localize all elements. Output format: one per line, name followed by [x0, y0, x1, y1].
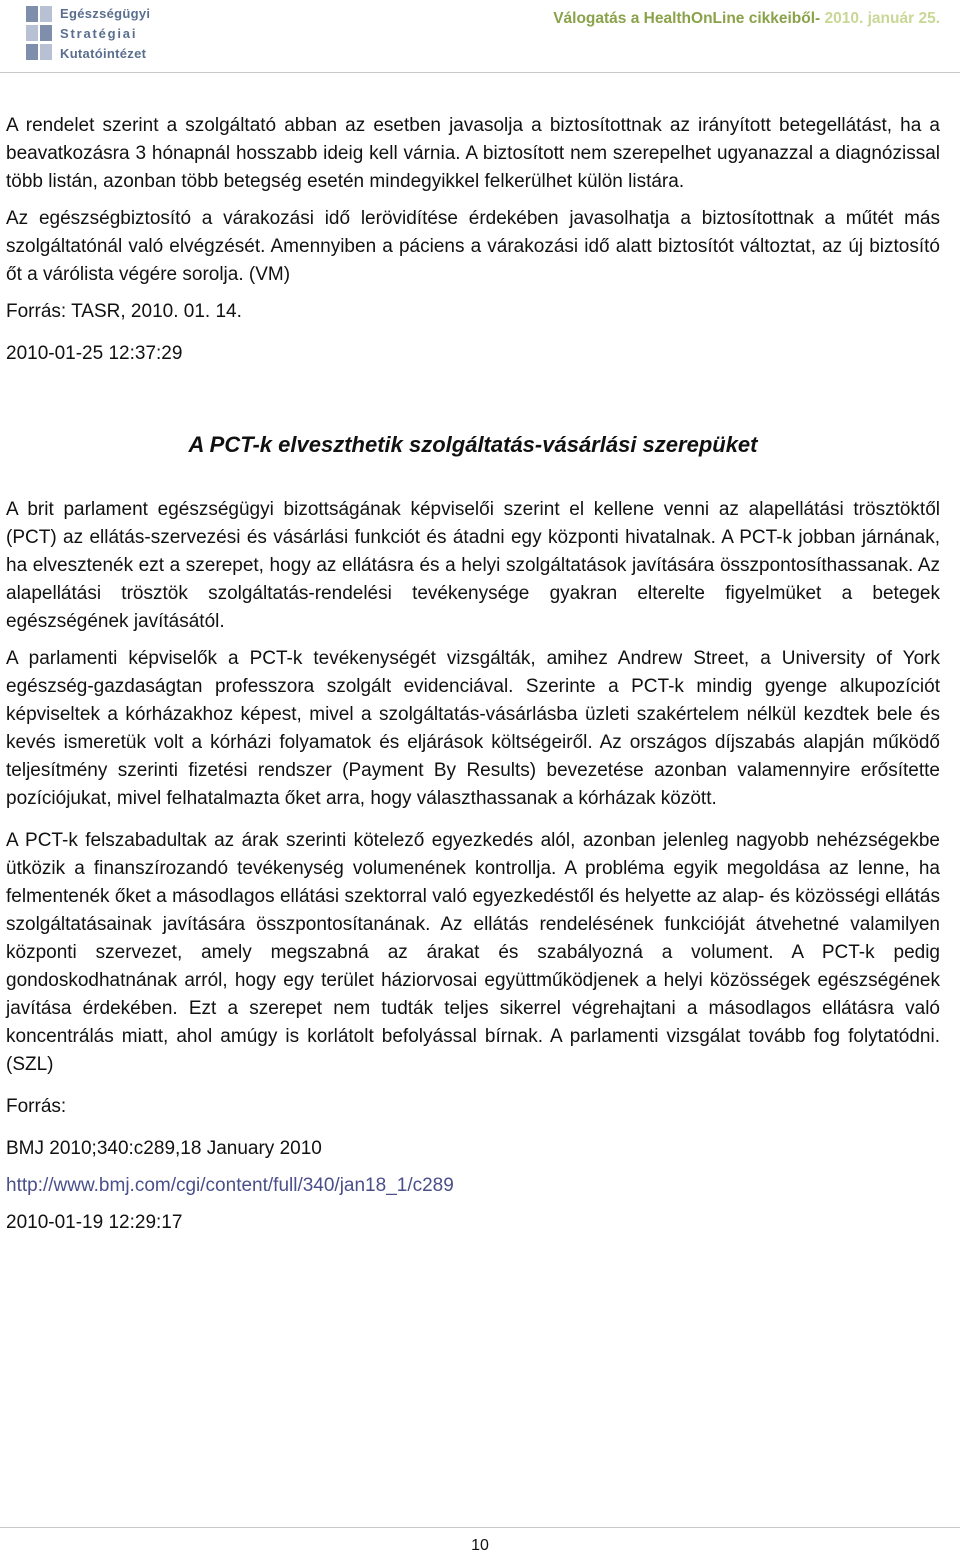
- article2-citation: BMJ 2010;340:c289,18 January 2010: [6, 1138, 322, 1159]
- article1-paragraph-1: A rendelet szerint a szolgáltató abban az esetben javasolja a biztosítottnak az irányított betegellátást, ha a beavatkozásra 3 hónapnál hosszabb ideig kell várnia. A biztosított nem szerepelhet ugyanazzal a diagnózissal több listán, azonban több betegség esetén mindegyikkel felkerülhet külön listára.: [6, 115, 940, 192]
- page-header: [0, 0, 960, 70]
- institute-logo: [26, 4, 166, 64]
- article2-source-label: Forrás:: [6, 1096, 67, 1117]
- footer-divider: [0, 1527, 960, 1528]
- article1-timestamp: 2010-01-25 12:37:29: [6, 343, 183, 364]
- article2-paragraph-3: A PCT-k felszabadultak az árak szerinti kötelező egyezkedés alól, azonban jelenleg nagyobb nehézségekbe ütközik a finanszírozandó tevékenység volumenének kontrollja. A probléma egyik megoldása az lenne, ha felmentenék őket a másodlagos ellátási szektorral való egyezkedéstől és helyette az alap- és közösségi ellátás szolgáltatásainak javítására összpontosítanának. Az ellátás rendelésének funkcióját átvehetné valamilyen központi szervezet, amely megszabná az árakat és szabályozná a volument. A PCT-k pedig gondoskodhatnának arról, hogy egy terület háziorvosai együttműködjenek a helyi közösségek egészségének javítása érdekében. Ezt a szerepet nem tudták teljes sikerrel végrehajtani a másodlagos ellátásra való koncentrálás miatt, ahol amúgy is korlátolt befolyással bírnak. A parlamenti vizsgálat tovább fog folytatódni. (SZL): [6, 830, 940, 1075]
- article1-source: Forrás: TASR, 2010. 01. 14.: [6, 301, 242, 322]
- logo-mark-icon: [26, 6, 54, 60]
- article1-paragraph-2: Az egészségbiztosító a várakozási idő lerövidítése érdekében javasolhatja a biztosítottnak a műtét más szolgáltatónál való elvégzését. Amennyiben a páciens a várakozási idő alatt biztosítót változtat, az új biztosító őt a várólista végére sorolja. (VM): [6, 208, 940, 285]
- article2-timestamp: 2010-01-19 12:29:17: [6, 1212, 183, 1233]
- header-title: [553, 10, 940, 28]
- article2-title: A PCT-k elveszthetik szolgáltatás-vásárlási szerepüket: [188, 432, 758, 457]
- article2-paragraph-1: A brit parlament egészségügyi bizottságának képviselői szerint el kellene venni az alapellátási trösztöktől (PCT) az ellátás-szervezési és vásárlási funkciót és átadni egy központi hivatalnak. A PCT-k jobban járnának, ha elvesztenék ezt a szerepet, hogy az ellátásra és a helyi szolgáltatások javítására összpontosíthassanak. Az alapellátási trösztök szolgáltatás-rendelési tevékenysége gyakran elterelte figyelmüket a betegek egészségének javításától.: [6, 499, 940, 632]
- logo-text-line-2: Stratégiai: [60, 26, 138, 41]
- article2-link[interactable]: http://www.bmj.com/cgi/content/full/340/jan18_1/c289: [6, 1175, 454, 1196]
- page-number: 10: [471, 1537, 489, 1554]
- header-title-prefix: Válogatás a HealthOnLine cikkeiből-: [553, 10, 821, 27]
- header-title-date: 2010. január 25.: [824, 10, 940, 27]
- header-divider: [0, 72, 960, 73]
- page-content: [6, 112, 940, 1237]
- logo-text-line-1: Egészségügyi: [60, 6, 151, 21]
- logo-text-line-3: Kutatóintézet: [60, 46, 147, 61]
- article2-paragraph-2: A parlamenti képviselők a PCT-k tevékenységét vizsgálták, amihez Andrew Street, a University of York egészség-gazdaságtan professzora szolgált evidenciával. Szerinte a PCT-k mindig gyenge alkupozíciót képviseltek a kórházakhoz képest, mivel a szolgáltatás-vásárlásba üzleti szakértelem nélkül kezdtek bele és kevés ismeretük volt a kórházi folyamatok és eljárások költségeiről. Az országos díjszabás alapján működő teljesítmény szerinti fizetési rendszer (Payment By Results) bevezetése azonban valamennyire erősítette pozíciójukat, mivel felhatalmazta őket arra, hogy választhassanak a kórházak között.: [6, 648, 940, 809]
